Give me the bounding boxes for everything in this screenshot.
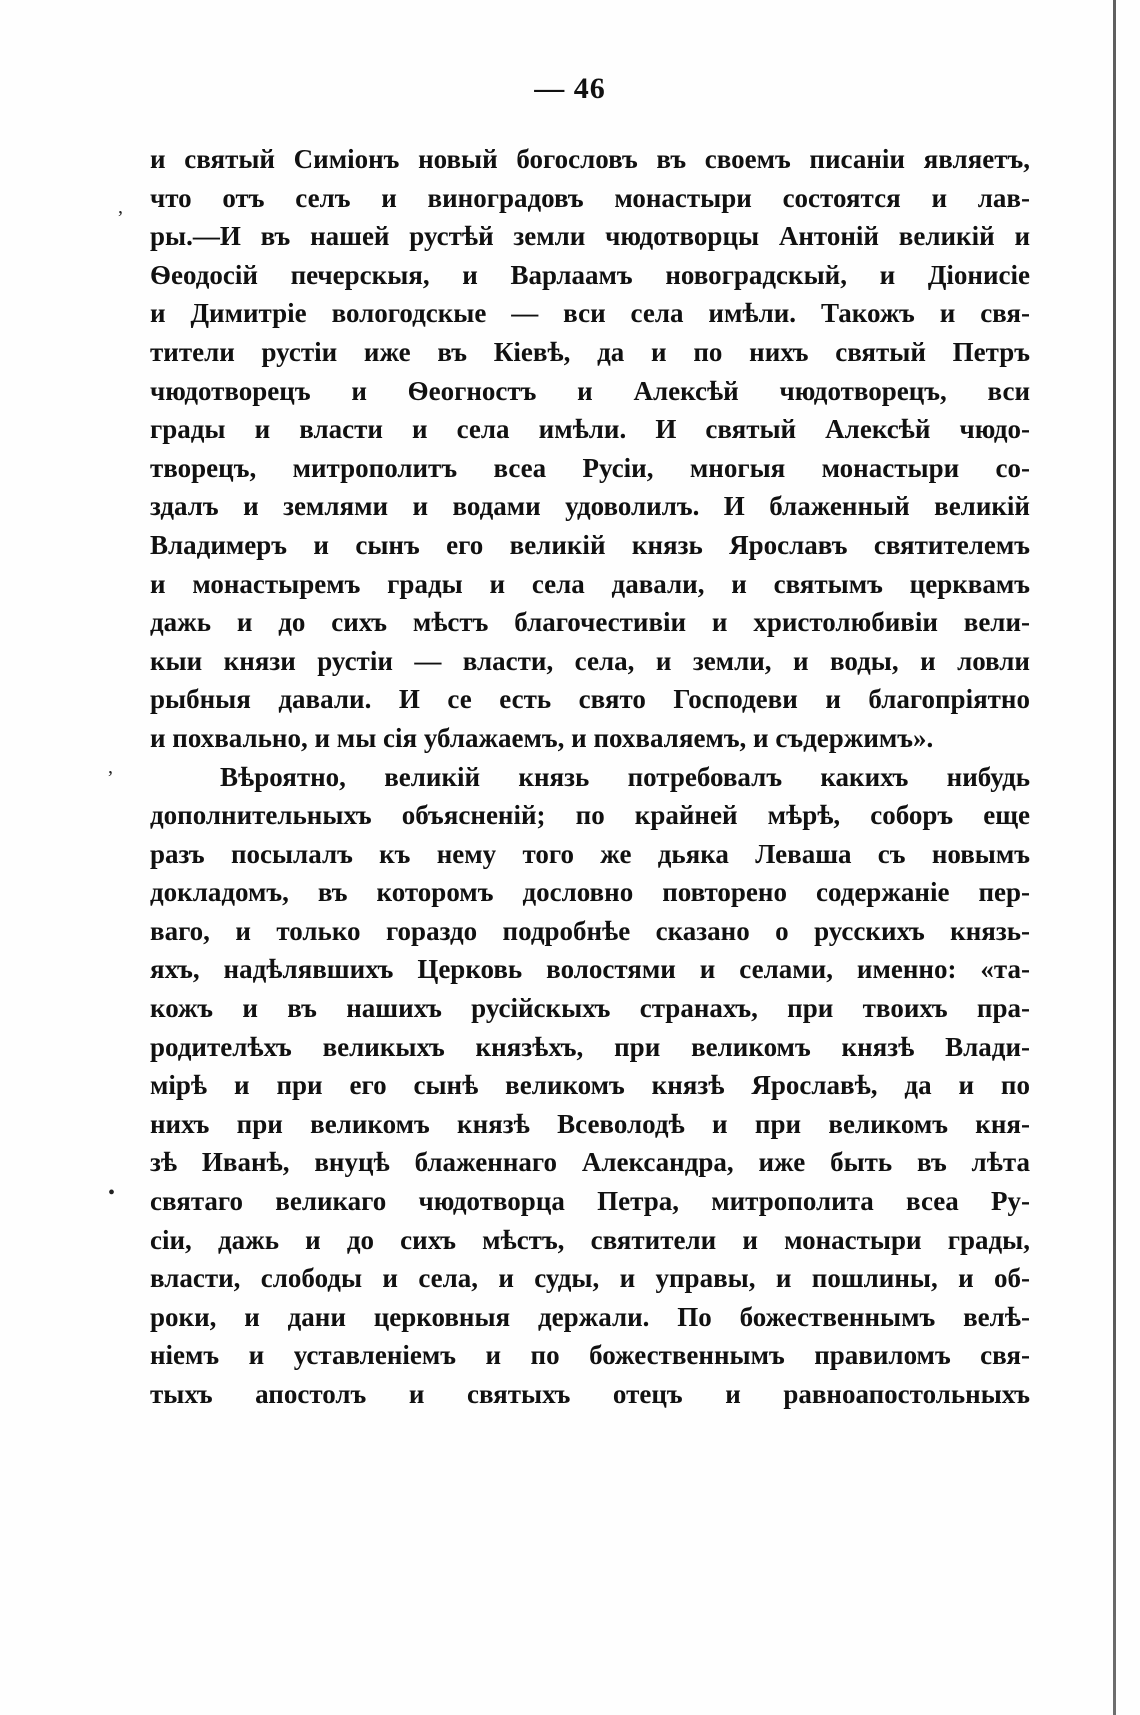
text-line: тыхъ апостолъ и святыхъ отецъ и равноапостольныхъ <box>150 1379 1030 1409</box>
text-line: и похвально, и мы сія ублажаемъ, и похваляемъ, и съдержимъ». <box>150 722 934 753</box>
page-number: — 46 <box>534 72 606 105</box>
text-line: святаго великаго чюдотворца Петра, митрополита всеа Ру- <box>150 1186 1030 1217</box>
text-line: грады и власти и села имѣли. И святый Алексѣй чюдо- <box>150 414 1030 445</box>
text-line: здалъ и землями и водами удоволилъ. И блаженный великій <box>150 491 1030 522</box>
page-edge-line <box>1113 0 1116 1715</box>
text-line: и святый Симіонъ новый богословъ въ своемъ писаніи являетъ, <box>150 144 1030 174</box>
text-line: зѣ Иванѣ, внуцѣ блаженнаго Александра, иже быть въ лѣта <box>150 1147 1030 1178</box>
text-line: рыбныя давали. И се есть свято Господеви и благопріятно <box>150 684 1030 715</box>
text-line: разъ посылалъ къ нему того же дьяка Леваша съ новымъ <box>150 838 1030 869</box>
text-line: ваго, и только гораздо подробнѣе сказано о русскихъ князь- <box>150 915 1030 946</box>
text-line: власти, слободы и села, и суды, и управы, и пошлины, и об- <box>150 1263 1030 1294</box>
text-line: мірѣ и при его сынѣ великомъ князѣ Ярославѣ, да и по <box>150 1070 1030 1101</box>
scan-speck: • <box>108 1182 116 1204</box>
text-line: и монастыремъ грады и села давали, и святымъ церквамъ <box>150 568 1030 599</box>
text-line: Вѣроятно, великій князь потребовалъ какихъ нибудь <box>220 761 1030 792</box>
text-line: яхъ, надѣлявшихъ Церковь волостями и селами, именно: «та- <box>150 954 1030 985</box>
text-line: что отъ селъ и виноградовъ монастыри состоятся и лав- <box>150 182 1030 213</box>
text-line: дополнительныхъ объясненій; по крайней мѣрѣ, соборъ еще <box>150 800 1030 831</box>
text-line: нихъ при великомъ князѣ Всеволодѣ и при великомъ кня- <box>150 1108 1030 1139</box>
scan-speck: , <box>108 756 113 778</box>
text-line: роки, и дани церковныя держали. По божественнымъ велѣ- <box>150 1301 1030 1332</box>
text-line: творецъ, митрополитъ всеа Русіи, многыя монастыри со- <box>150 452 1030 483</box>
text-line: кыи князи рустіи — власти, села, и земли, и воды, и ловли <box>150 645 1030 676</box>
body-text <box>150 140 1030 1414</box>
text-line: сіи, дажь и до сихъ мѣстъ, святители и монастыри грады, <box>150 1224 1030 1255</box>
text-line: тители рустіи иже въ Кіевѣ, да и по нихъ святый Петръ <box>150 336 1030 367</box>
scan-speck: , <box>118 196 123 218</box>
text-line: Владимеръ и сынъ его великій князь Ярославъ святителемъ <box>150 529 1030 560</box>
text-line: чюдотворецъ и Ѳеогностъ и Алексѣй чюдотворецъ, вси <box>150 375 1030 406</box>
text-line: кожъ и въ нашихъ русійскыхъ странахъ, при твоихъ пра- <box>150 993 1030 1024</box>
text-line: докладомъ, въ которомъ дословно повторено содержаніе пер- <box>150 877 1030 908</box>
text-line: ры.—И въ нашей рустѣй земли чюдотворцы Антоній великій и <box>150 221 1030 252</box>
text-line: Ѳеодосій печерскыя, и Варлаамъ новоградскый, и Діонисіе <box>150 259 1030 290</box>
text-line: родителѣхъ великыхъ князѣхъ, при великомъ князѣ Влади- <box>150 1031 1030 1062</box>
text-line: ніемъ и уставленіемъ и по божественнымъ правиломъ свя- <box>150 1340 1030 1371</box>
text-line: дажь и до сихъ мѣстъ благочестивіи и христолюбивіи вели- <box>150 607 1030 638</box>
text-line: и Димитріе вологодскые — вси села имѣли. Такожъ и свя- <box>150 298 1030 329</box>
